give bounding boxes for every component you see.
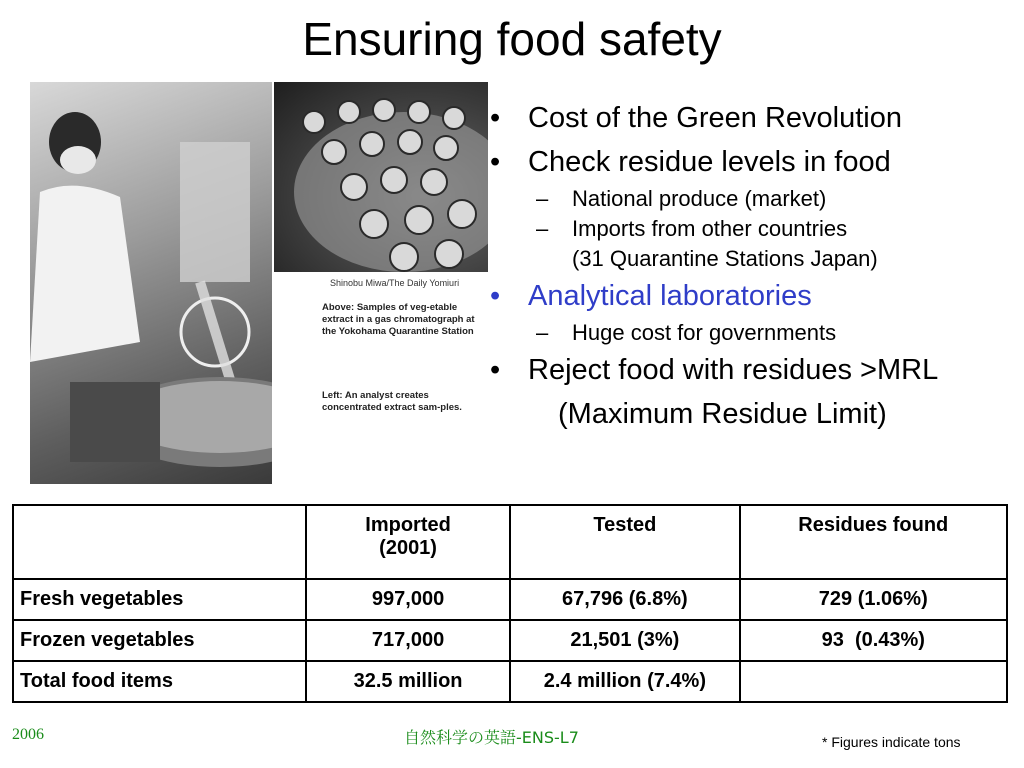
sub-bullet-item [490, 318, 1020, 348]
residue-data-table [12, 504, 1008, 703]
bullet-list [490, 96, 1020, 436]
table-cell: 2.4 million (7.4%) [510, 661, 739, 702]
dash-icon: – [536, 216, 549, 241]
table-row-label: Total food items [13, 661, 306, 702]
lab-analyst-photo [30, 82, 272, 484]
bullet-text: Reject food with residues >MRL [528, 354, 939, 386]
photo-caption-left: Left: An analyst creates concentrated extract sam-ples. [322, 390, 462, 413]
table-cell: 67,796 (6.8%) [510, 579, 739, 620]
sub-bullet-item [490, 184, 1020, 214]
sample-vials-illustration [274, 82, 488, 272]
table-cell [740, 661, 1007, 702]
table-header-row [13, 505, 1007, 579]
footer-year: 2006 [12, 726, 44, 743]
bullet-item [490, 96, 1020, 140]
dash-icon: – [536, 320, 549, 345]
table-row [13, 661, 1007, 702]
table-cell: 32.5 million [306, 661, 510, 702]
table-row [13, 579, 1007, 620]
gas-chromatograph-samples-photo [274, 82, 488, 272]
bullet-text: Check residue levels in food [528, 146, 891, 178]
bullet-icon: • [490, 146, 501, 178]
bullet-item [490, 140, 1020, 184]
bullet-text: Cost of the Green Revolution [528, 102, 902, 134]
bullet-icon: • [490, 102, 501, 134]
table-header-cell: Residues found [740, 505, 1007, 579]
footer-note: * Figures indicate tons [822, 734, 961, 750]
sub-bullet-text: Imports from other countries [572, 216, 848, 241]
bullet-item [490, 348, 1020, 392]
table-cell: 21,501 (3%) [510, 620, 739, 661]
table-header-cell: Imported (2001) [306, 505, 510, 579]
lab-scene-illustration [30, 82, 272, 484]
table-row [13, 620, 1007, 661]
sub-bullet-text: National produce (market) [572, 186, 827, 211]
table-cell: 717,000 [306, 620, 510, 661]
bullet-item-highlighted [490, 274, 1020, 318]
bullet-text-continued: (Maximum Residue Limit) [558, 398, 887, 430]
footer-course-code: 自然科学の英語-ENS-L7 [404, 728, 579, 747]
table-cell: 729 (1.06%) [740, 579, 1007, 620]
table-header-cell [13, 505, 306, 579]
sub-bullet-text-continued: (31 Quarantine Stations Japan) [572, 246, 878, 271]
table-cell: 93 (0.43%) [740, 620, 1007, 661]
photo-caption-above: Above: Samples of veg-etable extract in a gas chromatograph at the Yokohama Quarantine Station [322, 302, 475, 337]
table-header-cell: Tested [510, 505, 739, 579]
dash-icon: – [536, 186, 549, 211]
bullet-text: Analytical laboratories [528, 280, 812, 312]
photo-credit: Shinobu Miwa/The Daily Yomiuri [330, 278, 460, 288]
bullet-icon: • [490, 280, 501, 312]
sub-bullet-item [490, 214, 1020, 274]
table-cell: 997,000 [306, 579, 510, 620]
bullet-icon: • [490, 354, 501, 386]
table-row-label: Fresh vegetables [13, 579, 306, 620]
photo-collage [30, 82, 488, 484]
slide-title: Ensuring food safety [302, 13, 722, 65]
table-row-label: Frozen vegetables [13, 620, 306, 661]
sub-bullet-text: Huge cost for governments [572, 320, 837, 345]
